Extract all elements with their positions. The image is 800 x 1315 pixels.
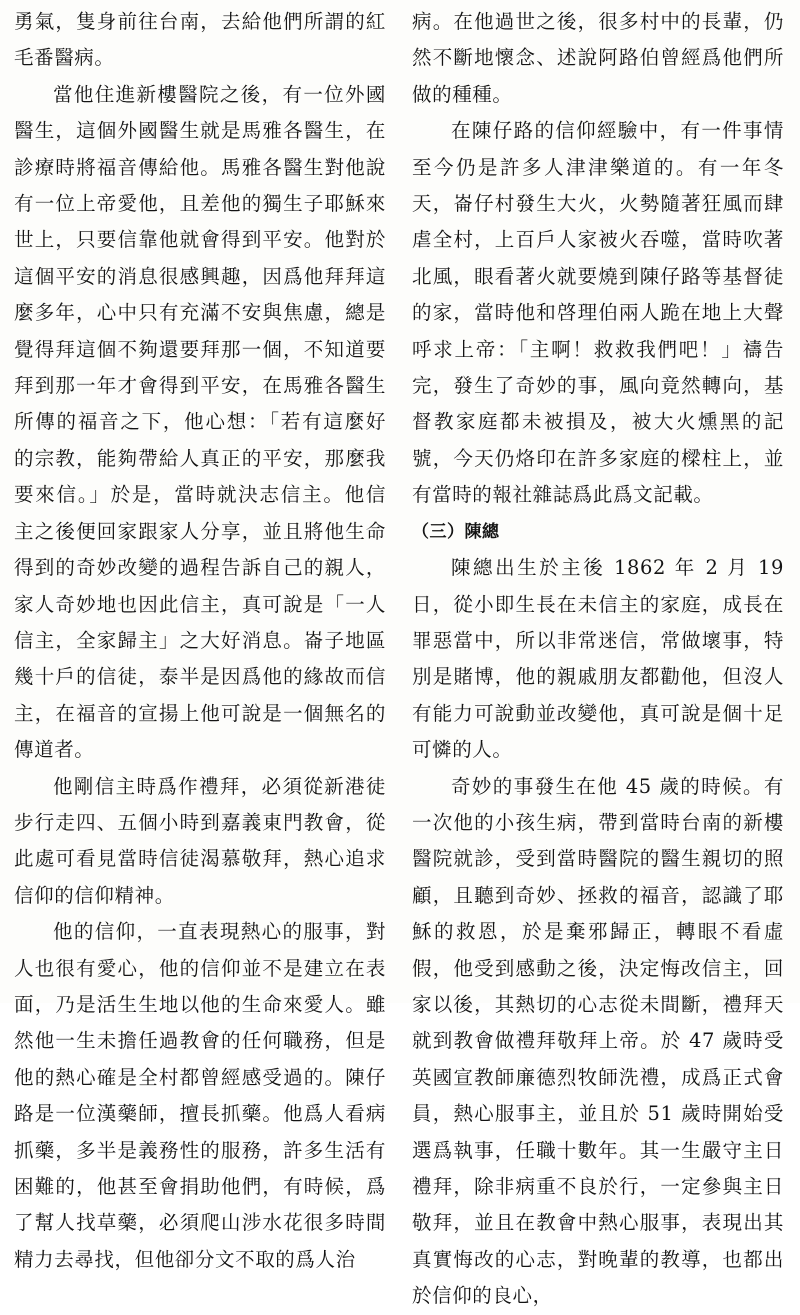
- left-column: [14, 4, 386, 1278]
- body-paragraph: 他剛信主時爲作禮拜，必須從新港徒步行走四、五個小時到嘉義東門教會，從此處可看見當時信徒渴慕敬拜，熱心追求信仰的信仰精神。: [14, 774, 386, 907]
- body-paragraph: 當他住進新樓醫院之後，有一位外國醫生，這個外國醫生就是馬雅各醫生，在診療時將福音傳給他。馬雅各醫生對他說有一位上帝愛他，且差他的獨生子耶穌來世上，只要信靠他就會得到平安。他對於這個平安的消息很感興趣，因爲他拜拜這麼多年，心中只有充滿不安與焦慮，總是覺得拜這個不夠還要拜那一個，不知道要拜到那一年才會得到平安，在馬雅各醫生所傳的福音之下，他心想：「若有這麼好的宗教，能夠帶給人真正的平安，那麼我要來信。」於是，當時就決志信主。他信主之後便回家跟家人分享，並且將他生命得到的奇妙改變的過程告訴自己的親人，家人奇妙地也因此信主，真可說是「一人信主，全家歸主」之大好消息。崙子地區幾十戶的信徒，泰半是因爲他的緣故而信主，在福音的宣揚上他可說是一個無名的傳道者。: [14, 82, 386, 762]
- body-paragraph: 病。在他過世之後，很多村中的長輩，仍然不斷地懷念、述說阿路伯曾經爲他們所做的種種。: [412, 10, 784, 106]
- section-heading: （三）陳總: [412, 521, 500, 542]
- body-paragraph: 陳總出生於主後 1862 年 2 月 19 日，從小即生長在未信主的家庭，成長在罪惡當中，所以非常迷信，常做壞事，特別是賭博，他的親戚朋友都勸他，但沒人有能力可說動並改變他，真可說是個十足可憐的人。: [412, 556, 784, 762]
- body-paragraph: 勇氣，隻身前往台南，去給他們所謂的紅毛番醫病。: [14, 10, 386, 70]
- body-paragraph: 在陳仔路的信仰經驗中，有一件事情至今仍是許多人津津樂道的。有一年冬天，崙仔村發生大火，火勢隨著狂風而肆虐全村，上百戶人家被火吞噬，當時吹著北風，眼看著火就要燒到陳仔路等基督徒的家，當時他和啓理伯兩人跪在地上大聲呼求上帝：「主啊！救救我們吧！」禱告完，發生了奇妙的事，風向竟然轉向，基督教家庭都未被損及，被大火燻黑的記號，今天仍烙印在許多家庭的樑柱上，並有當時的報社雜誌爲此爲文記載。: [412, 119, 784, 507]
- right-column: [412, 4, 784, 1315]
- body-paragraph: 奇妙的事發生在他 45 歲的時候。有一次他的小孩生病，帶到當時台南的新樓醫院就診，受到當時醫院的醫生親切的照顧，且聽到奇妙、拯救的福音，認識了耶穌的救恩，於是棄邪歸正，轉眼不看虛假，他受到感動之後，決定悔改信主，回家以後，其熱切的心志從未間斷，禮拜天就到教會做禮拜敬拜上帝。於 47 歲時受英國宣教師廉德烈牧師洗禮，成爲正式會員，熱心服事主，並且於 51 歲時開始受選爲執事，任職十數年。其一生嚴守主日禮拜，除非病重不良於行，一定參與主日敬拜，並且在教會中熱心服事，表現出其真實悔改的心志，對晚輩的教導，也都出於信仰的良心，: [412, 774, 784, 1308]
- body-paragraph: 他的信仰，一直表現熱心的服事，對人也很有愛心，他的信仰並不是建立在表面，乃是活生生地以他的生命來愛人。雖然他一生未擔任過教會的任何職務，但是他的熱心確是全村都曾經感受過的。陳仔路是一位漢藥師，擅長抓藥。他爲人看病抓藥，多半是義務性的服務，許多生活有困難的，他甚至會捐助他們，有時候，爲了幫人找草藥，必須爬山涉水花很多時間精力去尋找，但他卻分文不取的爲人治: [14, 920, 386, 1271]
